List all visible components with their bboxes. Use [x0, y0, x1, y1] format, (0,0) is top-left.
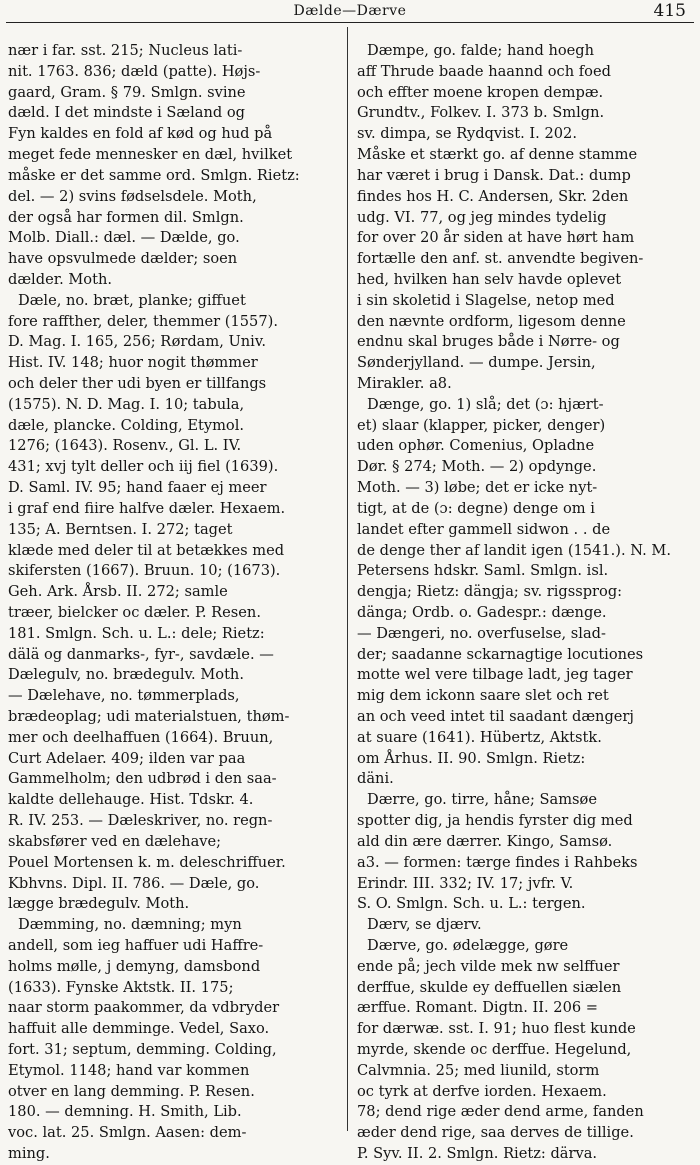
text-line: tigt, at de (ɔ: degne) denge om i	[357, 499, 595, 517]
text-line: Sønderjylland. — dumpe. Jersin,	[357, 354, 596, 372]
text-line: sv. dimpa, se Rydqvist. I. 202.	[357, 125, 577, 143]
text-line: for dærwæ. sst. I. 91; huo flest kunde	[357, 1020, 636, 1038]
text-line: dæle, plancke. Colding, Etymol.	[8, 416, 245, 434]
text-line: R. IV. 253. — Dæleskriver, no. regn-	[8, 812, 273, 830]
text-line: och effter moene kropen dempæ.	[357, 83, 604, 101]
text-line: andell, som ieg haffuer udi Haffre-	[8, 936, 264, 954]
text-line: findes hos H. C. Andersen, Skr. 2den	[357, 187, 629, 205]
page-number: 415	[653, 1, 686, 21]
text-line: otver en lang demming. P. Resen.	[8, 1082, 255, 1100]
text-line: Curt Adelaer. 409; ilden var paa	[8, 749, 246, 767]
text-line: hed, hvilken han selv havde oplevet	[357, 270, 622, 288]
text-line: Dænge, go. 1) slå; det (ɔ: hjært-	[367, 395, 604, 413]
text-line: holms mølle, j demyng, damsbond	[8, 957, 261, 975]
text-line: Fyn kaldes en fold af kød og hud på	[8, 125, 273, 143]
text-line: Dærv, se djærv.	[367, 916, 482, 934]
text-line: der også har formen dil. Smlgn.	[8, 208, 244, 226]
text-line: træer, bielcker oc dæler. P. Resen.	[8, 603, 261, 621]
text-line: däni.	[357, 770, 394, 788]
text-line: Pouel Mortensen k. m. deleschriffuer.	[8, 853, 286, 871]
text-line: måske er det samme ord. Smlgn. Rietz:	[8, 166, 300, 184]
text-line: motte wel vere tilbage ladt, jeg tager	[357, 666, 633, 684]
text-line: endnu skal bruges både i Nørre- og	[357, 333, 620, 351]
text-line: 78; dend rige æder dend arme, fanden	[357, 1103, 644, 1121]
running-header	[0, 0, 700, 24]
text-line: Dør. § 274; Moth. — 2) opdynge.	[357, 458, 597, 476]
text-line: oc tyrk at derfve iorden. Hexaem.	[357, 1082, 607, 1100]
text-line: om Århus. II. 90. Smlgn. Rietz:	[357, 749, 586, 767]
column-divider	[347, 27, 348, 1131]
text-line: Dærre, go. tirre, håne; Samsøe	[367, 791, 597, 809]
text-line: meget fede mennesker en dæl, hvilket	[8, 146, 293, 164]
text-line: Erindr. III. 332; IV. 17; jvfr. V.	[357, 874, 574, 892]
text-line: ende på; jech vilde mek nw selffuer	[357, 957, 620, 975]
text-line: 181. Smlgn. Sch. u. L.: dele; Rietz:	[8, 624, 265, 642]
text-line: Gammelholm; den udbrød i den saa-	[8, 770, 277, 788]
text-line: kaldte dellehauge. Hist. Tdskr. 4.	[8, 791, 254, 809]
text-line: mig dem ickonn saare slet och ret	[357, 687, 609, 705]
text-line: naar storm paakommer, da vdbryder	[8, 999, 280, 1017]
text-line: Dærve, go. ødelægge, gøre	[367, 936, 569, 954]
text-line: dælder. Moth.	[8, 270, 112, 288]
text-line: Hist. IV. 148; huor nogit thømmer	[8, 354, 258, 372]
text-line: udg. VI. 77, og jeg mindes tydelig	[357, 208, 607, 226]
text-line: den nævnte ordform, ligesom denne	[357, 312, 626, 330]
text-line: Dæmpe, go. falde; hand hoegh	[367, 42, 595, 59]
right-column	[357, 41, 693, 1163]
text-line: a3. — formen: tærge findes i Rahbeks	[357, 853, 638, 871]
text-line: skifersten (1667). Bruun. 10; (1673).	[8, 562, 281, 580]
text-line: dæld. I det mindste i Sæland og	[8, 104, 246, 122]
text-line: an och veed intet til saadant dængerj	[357, 708, 634, 725]
text-line: Petersens hdskr. Saml. Smlgn. isl.	[357, 562, 609, 580]
text-line: Dæle, no. bræt, planke; giffuet	[18, 291, 246, 309]
text-line: lægge brædegulv. Moth.	[8, 895, 190, 913]
text-line: dänga; Ordb. o. Gadespr.: dænge.	[357, 603, 607, 621]
text-line: ald din ære dærrer. Kingo, Samsø.	[357, 832, 613, 850]
text-line: Dælegulv, no. brædegulv. Moth.	[8, 666, 244, 684]
text-line: i sin skoletid i Slagelse, netop med	[357, 291, 615, 309]
text-line: P. Syv. II. 2. Smlgn. Rietz: därva.	[357, 1145, 598, 1163]
text-line: Måske et stærkt go. af denne stamme	[357, 146, 638, 164]
text-line: nit. 1763. 836; dæld (patte). Højs-	[8, 62, 261, 80]
text-line: 431; xvj tylt deller och iij fiel (1639).	[8, 458, 279, 476]
text-line: æder dend rige, saa derves de tillige.	[357, 1124, 634, 1142]
text-line: gaard, Gram. § 79. Smlgn. svine	[8, 83, 246, 101]
header-rule	[6, 22, 694, 23]
text-line: fortælle den anf. st. anvendte begiven-	[357, 250, 644, 268]
text-line: fore raffther, deler, themmer (1557).	[8, 312, 278, 330]
text-line: have opsvulmede dælder; soen	[8, 250, 238, 268]
text-line: Dæmming, no. dæmning; myn	[18, 916, 242, 934]
running-head-title: Dælde—Dærve	[293, 3, 407, 19]
text-line: uden ophør. Comenius, Opladne	[357, 437, 595, 455]
text-line: derffue, skulde ey deffuellen siælen	[357, 978, 622, 996]
text-line: nær i far. sst. 215; Nucleus lati-	[8, 42, 243, 59]
text-line: der; saadanne sckarnagtige locutiones	[357, 645, 644, 663]
text-line: i graf end fiire halfve dæler. Hexaem.	[8, 499, 286, 517]
text-line: D. Mag. I. 165, 256; Rørdam, Univ.	[8, 333, 267, 351]
text-line: Molb. Diall.: dæl. — Dælde, go.	[8, 229, 240, 247]
text-line: Mirakler. a8.	[357, 375, 452, 392]
text-line: ærffue. Romant. Digtn. II. 206 =	[357, 999, 599, 1017]
text-line: (1575). N. D. Mag. I. 10; tabula,	[8, 395, 245, 413]
text-line: har været i brug i Dansk. Dat.: dump	[357, 166, 631, 184]
text-line: voc. lat. 25. Smlgn. Aasen: dem-	[8, 1124, 247, 1142]
text-line: och deler ther udi byen er tillfangs	[8, 375, 267, 392]
text-line: (1633). Fynske Aktstk. II. 175;	[8, 978, 234, 996]
text-line: mer och deelhaffuen (1664). Bruun,	[8, 728, 274, 746]
text-line: S. O. Smlgn. Sch. u. L.: tergen.	[357, 895, 586, 913]
text-line: Kbhvns. Dipl. II. 786. — Dæle, go.	[8, 874, 260, 892]
text-line: 135; A. Berntsen. I. 272; taget	[8, 520, 233, 538]
text-line: ming.	[8, 1145, 50, 1163]
text-line: skabsfører ved en dælehave;	[8, 832, 222, 850]
text-line: de denge ther af landit igen (1541.). N. M.	[357, 541, 671, 559]
text-line: — Dængeri, no. overfuselse, slad-	[357, 624, 606, 642]
text-line: klæde med deler til at betækkes med	[8, 541, 285, 559]
text-line: fort. 31; septum, demming. Colding,	[8, 1041, 277, 1058]
text-line: — Dælehave, no. tømmerplads,	[8, 687, 240, 705]
text-line: aff Thrude baade haannd och foed	[357, 62, 611, 80]
text-line: 1276; (1643). Rosenv., Gl. L. IV.	[8, 437, 242, 455]
text-line: myrde, skende oc derffue. Hegelund,	[357, 1041, 632, 1058]
text-line: dengja; Rietz: dängja; sv. rigssprog:	[357, 583, 623, 601]
text-line: et) slaar (klapper, picker, denger)	[357, 416, 606, 434]
text-line: landet efter gammell sidwon . . de	[357, 520, 611, 538]
text-line: spotter dig, ja hendis fyrster dig med	[357, 812, 633, 830]
text-line: Grundtv., Folkev. I. 373 b. Smlgn.	[357, 104, 605, 122]
text-line: Calvmnia. 25; med liunild, storm	[357, 1061, 600, 1079]
text-line: at suare (1641). Hübertz, Aktstk.	[357, 728, 602, 746]
text-line: Etymol. 1148; hand var kommen	[8, 1061, 250, 1079]
text-line: haffuit alle demminge. Vedel, Saxo.	[8, 1020, 270, 1038]
text-line: dälä og danmarks-, fyr-, savdæle. —	[8, 645, 274, 663]
text-line: for over 20 år siden at have hørt ham	[357, 229, 635, 247]
text-line: Moth. — 3) løbe; det er icke nyt-	[357, 479, 598, 497]
text-line: 180. — demning. H. Smith, Lib.	[8, 1103, 242, 1121]
text-line: D. Saml. IV. 95; hand faaer ej meer	[8, 479, 267, 497]
text-line: brædeoplag; udi materialstuen, thøm-	[8, 708, 290, 725]
text-line: Geh. Ark. Årsb. II. 272; samle	[8, 583, 228, 601]
left-column	[8, 41, 344, 1163]
text-line: del. — 2) svins fødselsdele. Moth,	[8, 187, 257, 205]
